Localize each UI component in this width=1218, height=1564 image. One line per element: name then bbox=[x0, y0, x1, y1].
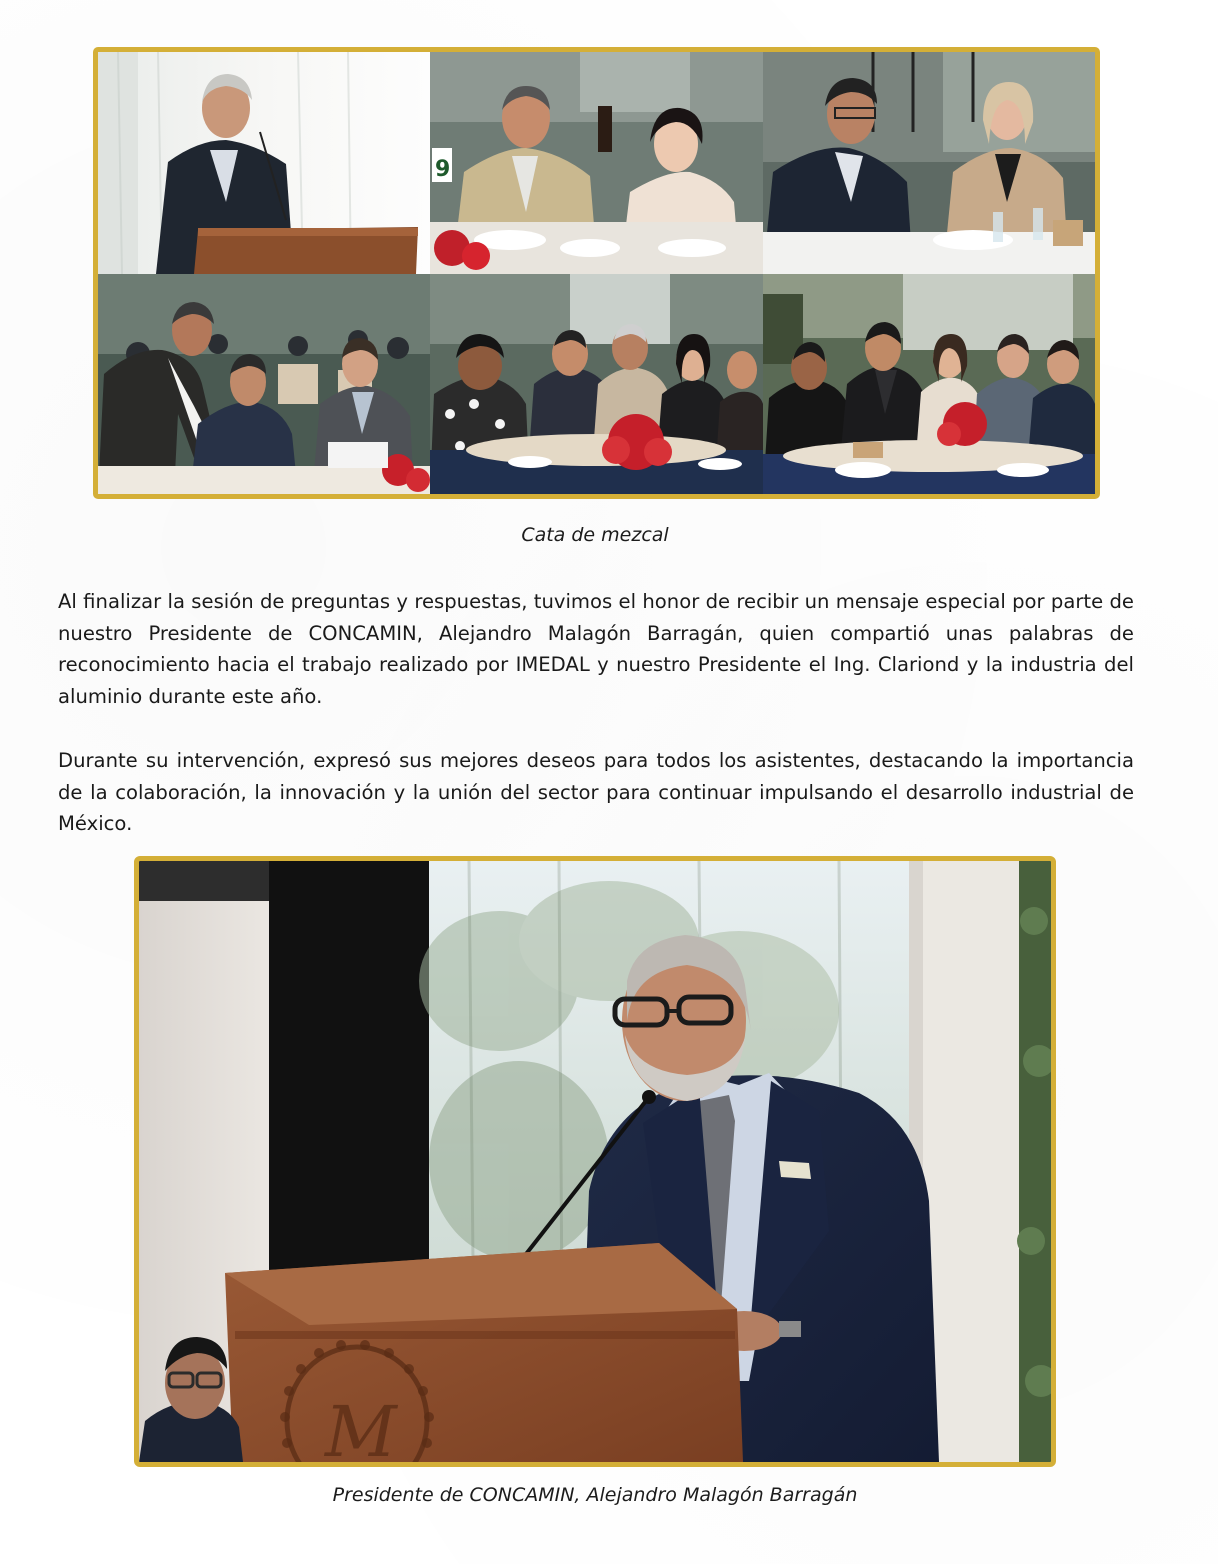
photo-guests-tasting-mezcal bbox=[763, 52, 1095, 274]
podium-emblem-icon: M bbox=[325, 1391, 397, 1462]
paragraph-message: Al finalizar la sesión de preguntas y respuestas, tuvimos el honor de recibir un mensaje especial por parte de nuestro Presidente de CONCAMIN, Alejandro Malagón Barragán, quien compartió unas palabras de reconocimiento hacia el trabajo realizado por IMEDAL y nuestro Presidente el Ing. Clariond y la industria del aluminio durante este año. bbox=[58, 590, 1134, 708]
collage-caption: Cata de mezcal bbox=[521, 524, 669, 546]
paragraph-intervention: Durante su intervención, expresó sus mejores deseos para todos los asistentes, destacando la importancia de la colaboración, la innovación y la unión del sector para continuar impulsando el desarrollo industrial de México. bbox=[58, 749, 1134, 835]
table-number-label: 9 bbox=[435, 157, 451, 182]
photo-waiter-serving-table bbox=[98, 274, 430, 494]
photo-group-toast-outdoor bbox=[763, 274, 1095, 494]
photo-speaker-at-podium bbox=[98, 52, 430, 274]
photo-guests-at-table-9 bbox=[430, 52, 763, 274]
president-caption: Presidente de CONCAMIN, Alejandro Malagón Barragán bbox=[332, 1484, 858, 1506]
photo-collage bbox=[93, 47, 1100, 499]
photo-president-at-podium bbox=[134, 856, 1056, 1467]
photo-group-toast bbox=[430, 274, 763, 494]
